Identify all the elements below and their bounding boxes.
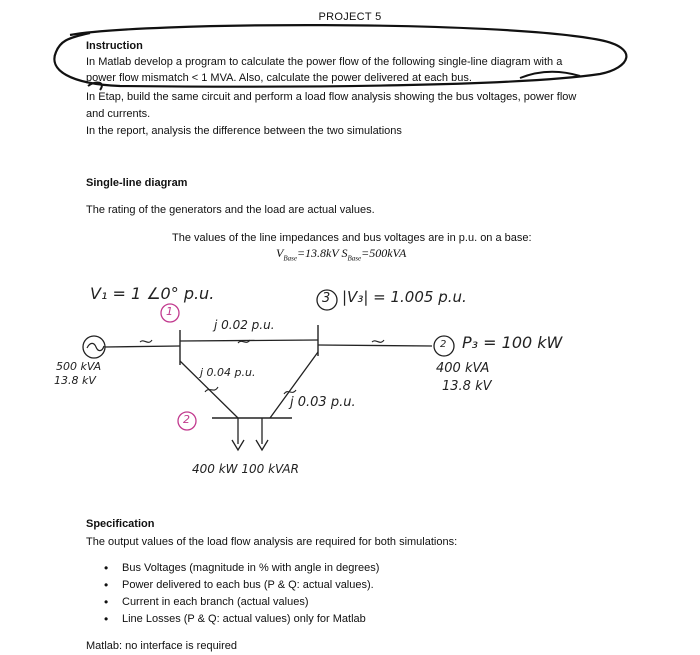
z23-label: j 0.03 p.u. <box>290 395 356 410</box>
instruction-heading: Instruction <box>86 40 143 52</box>
instruction-line-2: power flow mismatch < 1 MVA. Also, calculate the power delivered at each bus. <box>86 72 472 84</box>
base-formula: $V_{Base}=13.8kV$ $S_{Base}=500kVA$ <box>276 246 407 263</box>
instruction-line-1: In Matlab develop a program to calculate the power flow of the following single-line diagram with a <box>86 56 563 68</box>
v3-label: |V₃| = 1.005 p.u. <box>342 288 467 306</box>
list-item: • Current in each branch (actual values) <box>104 594 379 611</box>
load-label: 400 kW 100 kVAR <box>192 462 299 476</box>
gen-3-rating: 400 kVA <box>436 361 490 376</box>
base-note: The values of the line impedances and bus voltages are in p.u. on a base: <box>172 232 532 244</box>
list-item: • Line Losses (P & Q: actual values) only for Matlab <box>104 611 379 628</box>
instruction-line-5: In the report, analysis the difference between the two simulations <box>86 125 402 137</box>
specification-intro: The output values of the load flow analysis are required for both simulations: <box>86 536 458 548</box>
bus-2-number: 2 <box>183 413 190 426</box>
list-item: • Power delivered to each bus (P & Q: actual values). <box>104 577 379 594</box>
gen-1-rating: 500 kVA <box>56 360 102 373</box>
v1-label: V₁ = 1 ∠0° p.u. <box>90 284 215 303</box>
instruction-line-3: In Etap, build the same circuit and perform a load flow analysis showing the bus voltages, power flow <box>86 91 577 103</box>
bus-3-number: 3 <box>322 291 331 306</box>
specification-heading: Specification <box>86 518 155 530</box>
gen-3-number: 2 <box>440 339 447 350</box>
gen-3-voltage: 13.8 kV <box>442 379 492 394</box>
specification-footer: Matlab: no interface is required <box>86 640 238 652</box>
instruction-line-4: and currents. <box>86 108 151 120</box>
specification-list <box>104 560 379 628</box>
list-item: • Bus Voltages (magnitude in % with angle in degrees) <box>104 560 379 577</box>
generator-1-symbol <box>83 336 105 358</box>
gen-1-voltage: 13.8 kV <box>54 374 96 387</box>
rating-note: The rating of the generators and the load are actual values. <box>86 204 375 216</box>
project-title: PROJECT 5 <box>318 11 382 23</box>
single-line-heading: Single-line diagram <box>86 177 188 189</box>
bus-1-number: 1 <box>166 305 173 318</box>
p3-label: P₃ = 100 kW <box>462 333 563 352</box>
z13-label: j 0.04 p.u. <box>200 366 256 379</box>
z12-label: j 0.02 p.u. <box>214 318 275 332</box>
